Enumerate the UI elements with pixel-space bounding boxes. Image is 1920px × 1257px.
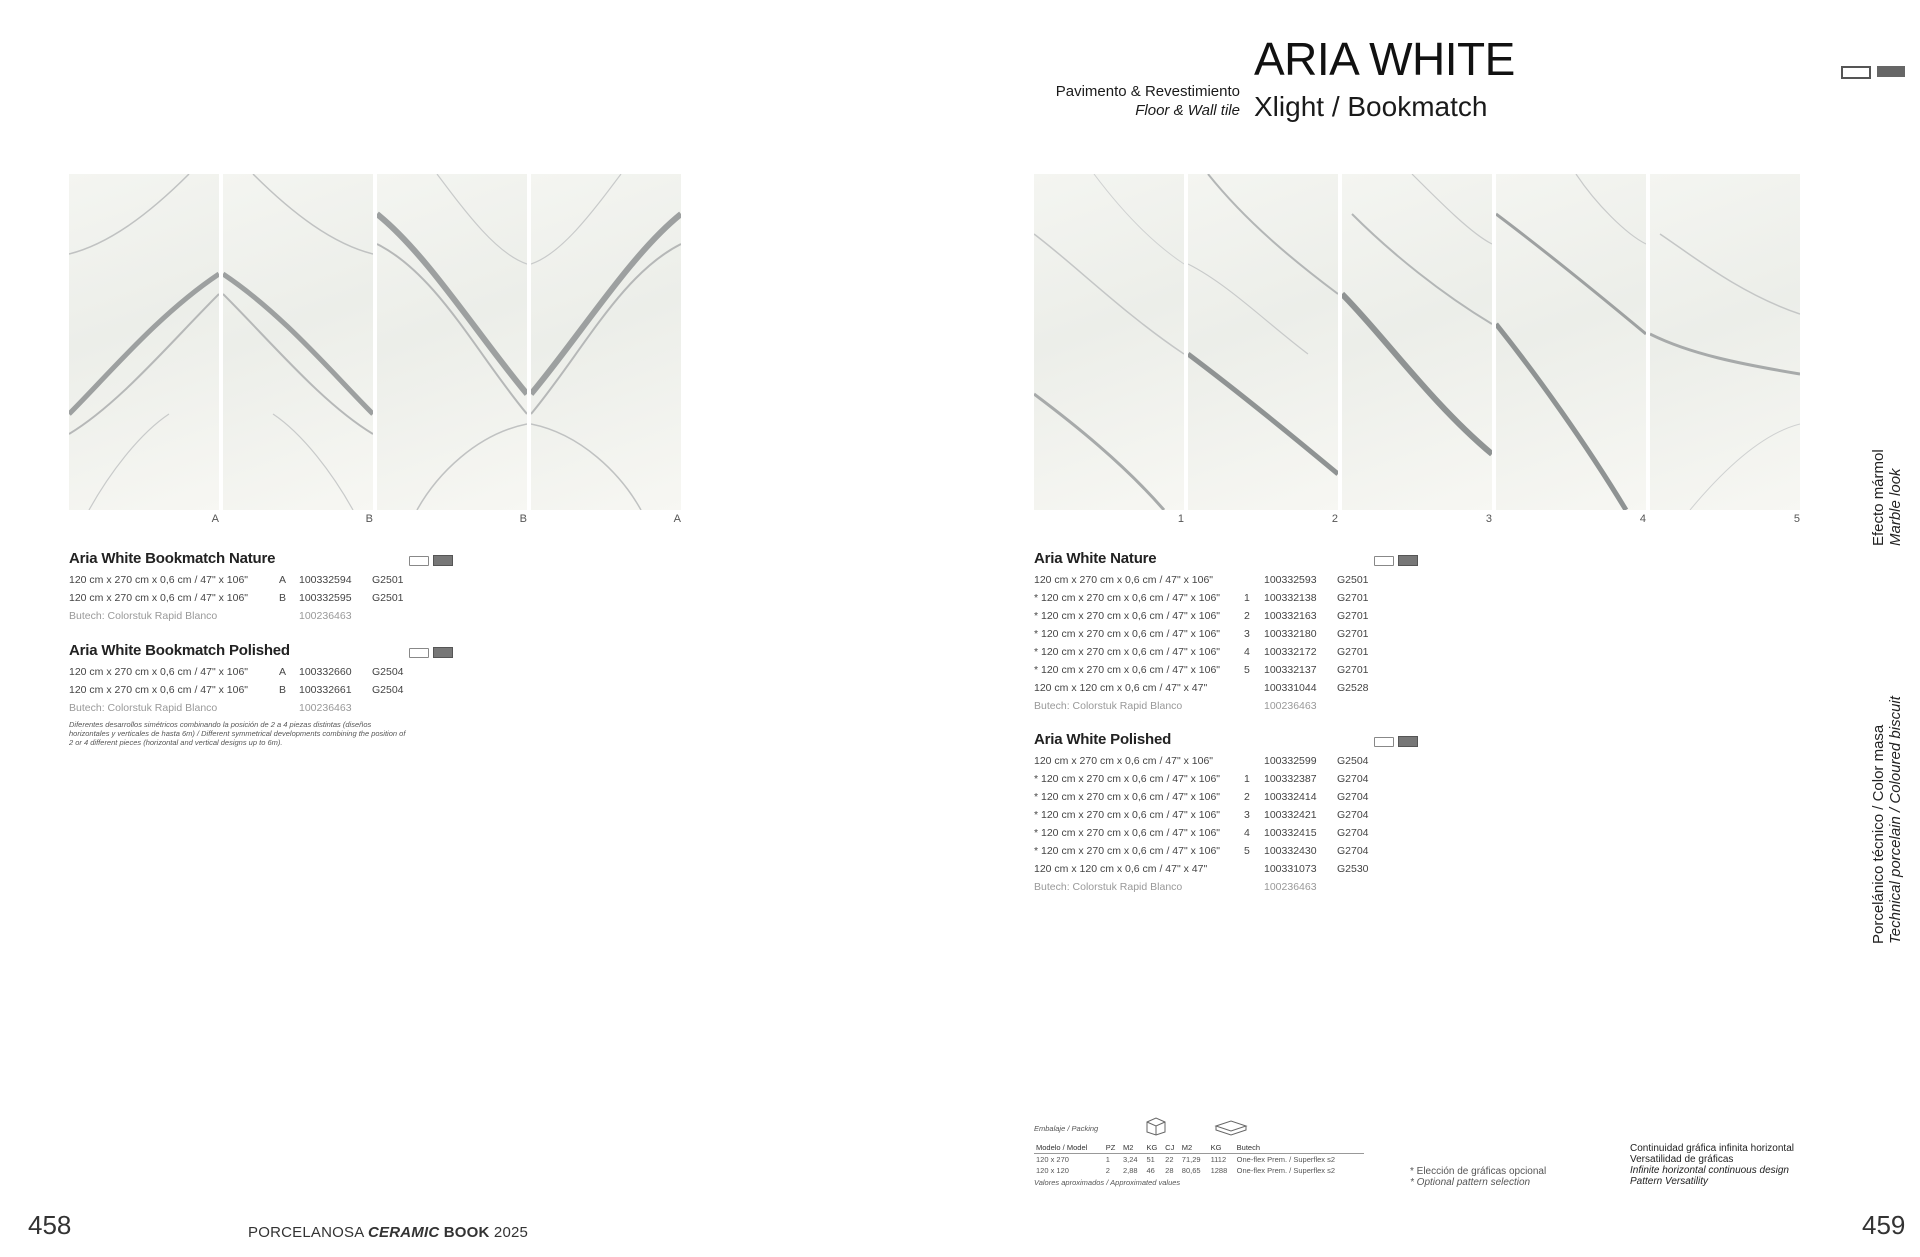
slab-image: [1188, 174, 1338, 510]
table-row: 120 cm x 270 cm x 0,6 cm / 47" x 106" B 100332661 G2504: [69, 684, 404, 696]
table-row: 120 cm x 120 cm x 0,6 cm / 47" x 47" 100331073 G2530: [1034, 863, 1369, 875]
table-row: 120 cm x 270 cm x 0,6 cm / 47" x 106" B 100332595 G2501: [69, 592, 404, 604]
product-name: Aria White Bookmatch Nature: [69, 550, 276, 567]
slab-format-icon: [409, 648, 429, 658]
column-header: M2: [1180, 1142, 1209, 1154]
slab-format-icon: [1374, 737, 1394, 747]
table-row: * 120 cm x 270 cm x 0,6 cm / 47" x 106" 3 100332180 G2701: [1034, 628, 1369, 640]
bookmatch-format-icon: [433, 647, 453, 658]
butech-row: Butech: Colorstuk Rapid Blanco 100236463: [1034, 700, 1317, 712]
slab-format-icon: [409, 556, 429, 566]
column-header: CJ: [1163, 1142, 1180, 1154]
product-aria-white-polished: [1034, 731, 1434, 896]
porcelain-label: [1870, 696, 1904, 944]
slab-image: [1496, 174, 1646, 510]
slab-label: B: [365, 513, 373, 525]
bookmatch-format-icon: [1877, 66, 1905, 77]
table-row: 120 x 270 1 3,24 51 22 71,29 1112 One-flex Prem. / Superflex s2: [1036, 1155, 1336, 1164]
page-number-right: 459: [1862, 1210, 1906, 1240]
slab-label: 5: [1793, 513, 1800, 525]
continuity-line: Infinite horizontal continuous design: [1630, 1165, 1789, 1176]
packing-table: [1034, 1124, 1364, 1187]
continuous-slab-labels: [1034, 513, 1800, 525]
table-row: * 120 cm x 270 cm x 0,6 cm / 47" x 106" 3 100332421 G2704: [1034, 809, 1369, 821]
brand-text: CERAMIC: [367, 1224, 440, 1241]
table-row: * 120 cm x 270 cm x 0,6 cm / 47" x 106" 2 100332414 G2704: [1034, 791, 1369, 803]
slab-image: [377, 174, 527, 510]
column-header: KG: [1209, 1142, 1235, 1154]
pallet-icon: [1214, 1118, 1248, 1136]
brand-text: 2025: [489, 1224, 529, 1241]
side-label-en: Marble look: [1887, 468, 1904, 546]
butech-row: Butech: Colorstuk Rapid Blanco 100236463: [69, 702, 352, 714]
footer-brand: [248, 1224, 528, 1241]
column-header: PZ: [1104, 1142, 1121, 1154]
continuity-line: Versatilidad de gráficas: [1630, 1154, 1734, 1165]
product-bookmatch-nature: [69, 550, 469, 625]
bookmatch-format-icon: [433, 555, 453, 566]
butech-row: Butech: Colorstuk Rapid Blanco 100236463: [69, 610, 352, 622]
slab-label: 4: [1639, 513, 1646, 525]
slab-label: A: [211, 513, 219, 525]
side-label-es: Porcelánico técnico / Color masa: [1870, 724, 1887, 944]
column-header: Butech: [1235, 1142, 1364, 1154]
table-row: * 120 cm x 270 cm x 0,6 cm / 47" x 106" 4 100332415 G2704: [1034, 827, 1369, 839]
continuous-slab-row: [1034, 174, 1800, 510]
slab-image: [223, 174, 373, 510]
slab-image: [1650, 174, 1800, 510]
table-row: * 120 cm x 270 cm x 0,6 cm / 47" x 106" 1 100332138 G2701: [1034, 592, 1369, 604]
table-row: 120 cm x 120 cm x 0,6 cm / 47" x 47" 100331044 G2528: [1034, 682, 1369, 694]
product-bookmatch-polished: [69, 642, 469, 717]
packing-title: Embalaje / Packing: [1034, 1124, 1099, 1133]
slab-label: 1: [1177, 513, 1184, 525]
subtitle-english: Floor & Wall tile: [1135, 102, 1240, 119]
side-label-es: Efecto mármol: [1870, 449, 1887, 546]
slab-image: [1342, 174, 1492, 510]
continuity-line: Pattern Versatility: [1630, 1176, 1708, 1187]
brand-text: PORCELANOSA: [248, 1224, 368, 1241]
butech-row: Butech: Colorstuk Rapid Blanco 100236463: [1034, 881, 1317, 893]
slab-format-icon: [1841, 66, 1871, 79]
table-row: * 120 cm x 270 cm x 0,6 cm / 47" x 106" 2 100332163 G2701: [1034, 610, 1369, 622]
table-row: 120 cm x 270 cm x 0,6 cm / 47" x 106" A 100332660 G2504: [69, 666, 404, 678]
product-aria-white-nature: [1034, 550, 1434, 715]
box-icon: [1144, 1116, 1168, 1136]
page-number-left: 458: [28, 1210, 72, 1240]
continuity-note: [1630, 1143, 1794, 1187]
slab-label: 3: [1485, 513, 1492, 525]
bookmatch-format-icon: [1398, 736, 1418, 747]
optional-note-es: * Elección de gráficas opcional: [1410, 1166, 1547, 1177]
table-row: * 120 cm x 270 cm x 0,6 cm / 47" x 106" 5 100332430 G2704: [1034, 845, 1369, 857]
side-label-en: Technical porcelain / Coloured biscuit: [1887, 696, 1904, 944]
continuity-line: Continuidad gráfica infinita horizontal: [1630, 1143, 1794, 1154]
bookmatch-slab-labels: [69, 513, 681, 525]
optional-note-en: * Optional pattern selection: [1410, 1177, 1531, 1188]
bookmatch-format-icon: [1398, 555, 1418, 566]
optional-pattern-note: [1410, 1166, 1546, 1188]
collection-name: Xlight / Bookmatch: [1254, 91, 1488, 122]
bookmatch-note: Diferentes desarrollos simétricos combinando la posición de 2 a 4 piezas distintas (diseños horizontales y verticales de hasta 6m) / Different symmetrical developments combining the position of 2 or 4 different pieces (horizontal and vertical designs up to 6m).: [69, 720, 406, 747]
table-row: 120 cm x 270 cm x 0,6 cm / 47" x 106" A 100332594 G2501: [69, 574, 404, 586]
product-name: Aria White Polished: [1034, 731, 1172, 748]
packing-footnote: Valores aproximados / Approximated values: [1034, 1178, 1181, 1187]
column-header: M2: [1121, 1142, 1144, 1154]
table-row: 120 cm x 270 cm x 0,6 cm / 47" x 106" 100332599 G2504: [1034, 755, 1369, 767]
slab-image: [1034, 174, 1184, 510]
product-name: Aria White Nature: [1034, 550, 1157, 567]
slab-label: 2: [1331, 513, 1338, 525]
format-icons: [1841, 66, 1905, 79]
table-row: 120 x 120 2 2,88 46 28 80,65 1288 One-flex Prem. / Superflex s2: [1036, 1166, 1336, 1175]
subtitle-spanish: Pavimento & Revestimiento: [1055, 83, 1240, 100]
column-header: KG: [1144, 1142, 1163, 1154]
marble-look-label: [1870, 449, 1904, 546]
table-row: * 120 cm x 270 cm x 0,6 cm / 47" x 106" 1 100332387 G2704: [1034, 773, 1369, 785]
table-row: * 120 cm x 270 cm x 0,6 cm / 47" x 106" 5 100332137 G2701: [1034, 664, 1369, 676]
slab-label: A: [673, 513, 681, 525]
product-name: Aria White Bookmatch Polished: [69, 642, 290, 659]
column-header: Modelo / Model: [1034, 1142, 1104, 1154]
brand-text: BOOK: [439, 1224, 490, 1241]
slab-image: [531, 174, 681, 510]
table-row: 120 cm x 270 cm x 0,6 cm / 47" x 106" 100332593 G2501: [1034, 574, 1369, 586]
slab-format-icon: [1374, 556, 1394, 566]
bookmatch-slab-row: [69, 174, 681, 510]
slab-label: B: [519, 513, 527, 525]
slab-image: [69, 174, 219, 510]
page-title: ARIA WHITE: [1254, 33, 1515, 85]
table-row: * 120 cm x 270 cm x 0,6 cm / 47" x 106" 4 100332172 G2701: [1034, 646, 1369, 658]
